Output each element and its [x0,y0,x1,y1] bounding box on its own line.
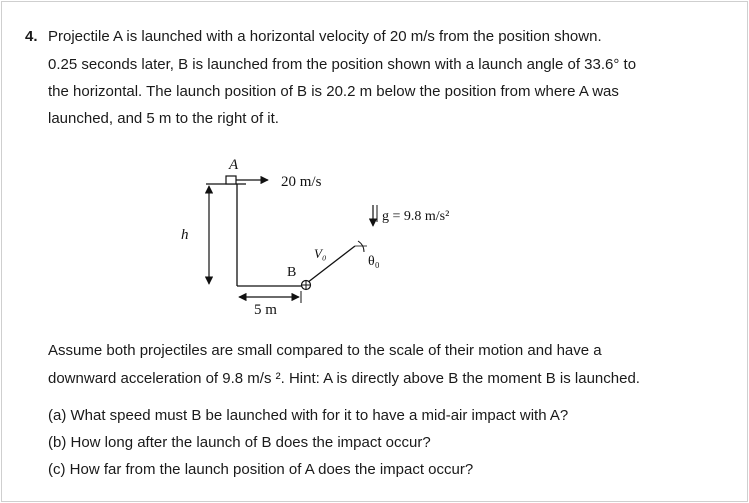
assumption-line-1: Assume both projectiles are small compared to the scale of their motion and have a [48,342,602,359]
intro-line-3: the horizontal. The launch position of B is 20.2 m below the position from where A was [48,83,619,100]
ramp-line [303,246,355,286]
intro-line-4: launched, and 5 m to the right of it. [48,110,279,127]
label-theta: θ₀ [368,254,380,269]
question-c: (c) How far from the launch position of A does the impact occur? [48,461,474,478]
intro-line-2: 0.25 seconds later, B is launched from the position shown with a launch angle of 33.6° to [48,56,637,73]
label-b: B [287,265,297,280]
question-number: 4. [25,28,38,45]
theta-arc [358,241,364,252]
label-h: h [181,227,189,243]
question-b: (b) How long after the launch of B does the impact occur? [48,434,431,451]
label-velocity-a: 20 m/s [281,174,322,190]
label-gravity: g = 9.8 m/s² [382,209,450,224]
intro-line-1: Projectile A is launched with a horizontal velocity of 20 m/s from the position shown. [48,28,602,45]
question-a: (a) What speed must B be launched with for it to have a mid-air impact with A? [48,407,569,424]
label-dx: 5 m [254,302,277,318]
assumption-line-2: downward acceleration of 9.8 m/s ². Hint: A is directly above B the moment B is launched. [48,370,640,387]
label-a: A [229,157,239,173]
projectile-a-box [226,176,236,184]
label-v0: V₀ [314,246,327,261]
